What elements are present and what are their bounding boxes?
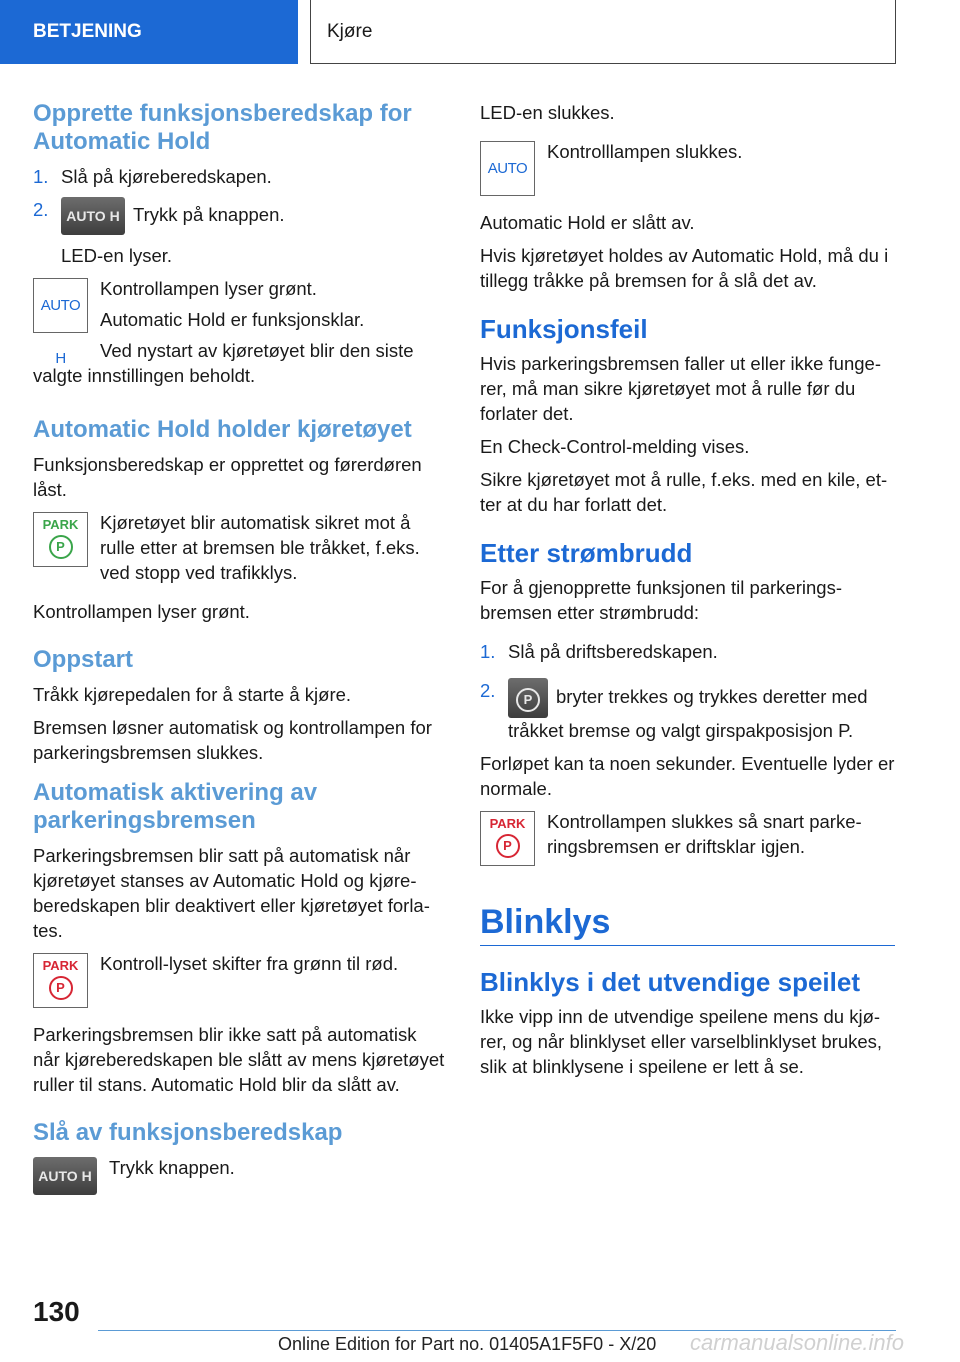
step-item: 1. Slå på kjøreberedskapen. <box>33 166 272 187</box>
section-title-create-readiness: Opprette funksjonsberedskap for Automatic Hold <box>33 100 412 155</box>
right-column: LED-en slukkes. AUTO Kontrolllampen slukkes. Automatic Hold er slått av. Hvis kjøretøyet holdes av Automatic Hold, må du i tillegg tråkke på bremsen for å slå det av. Funksjonsfeil Hvis parkeringsbremsen faller ut eller ikke fungerer, må man sikre kjøretøyet mot å rulle før du forlater det. En Check-Control-melding vises. Sikre kjøretøyet mot å rulle, f.eks. med en kile, etter at du har forlatt det. Etter strømbrudd For å gjenopprette funksjonen til parkeringsbremsen etter strømbrudd: 1. Slå på driftsberedskapen. 2. P bryter trekkes og trykkes deretter med tråkket bremse og valgt girspakposisjon P. Forløpet kan ta noen sekunder. Eventuelle lyder er normale. PARK P Kontrollampen slukkes så snart parkeringsbremsen er driftsklar igjen. Blinklys Blinklys i det utvendige speilet Ikke vipp inn de utvendige speilene mens du kjører, og når blinklyset eller varselblinklyset brukes, slik at blinklysene i speilene er lett å se. <box>480 102 895 1077</box>
footer-edition: Online Edition for Part no. 01405A1F5F0 - X/20 <box>278 1334 657 1354</box>
page-number: 130 <box>33 1296 80 1327</box>
section-title-mirror-turn-signals: Blinklys i det utvendige speilet <box>480 967 860 997</box>
step-item: 2. AUTO H Trykk på knappen. <box>33 197 448 235</box>
auto-h-button-icon: AUTO H <box>61 197 125 235</box>
park-red-block: PARK P Kontroll-lyset skifter fra grønn til rød. <box>33 951 448 1014</box>
parking-brake-switch-icon: P <box>508 678 548 718</box>
switch-off-block: AUTO H Trykk knappen. <box>33 1155 448 1201</box>
auto-h-lamp-icon: AUTO <box>480 141 535 196</box>
section-title-start: Oppstart <box>33 646 134 673</box>
left-column: Opprette funksjonsberedskap for Automatic Hold 1. Slå på kjøreberedskapen. 2. AUTO H Trykk på knappen. LED-en lyser. AUTO H Kontrollampen lyser grønt. Automatic Hold er funksjonsklar. Ved nystart av kjøretøyet blir den siste valgte innstillingen beholdt. Automatic Hold holder kjøretøyet Funksjonsberedskap er opprettet og førerdøren låst. PARK P Kjøretøyet blir automatisk sikret mot å rulle etter at bremsen ble tråkket, f.eks. ved stopp ved trafikklys. Kontrollampen lyser grønt. Oppstart Tråkk kjørepedalen for å starte å kjøre. Bremsen løsner automatisk og kontrollampen for parkeringsbremsen slukkes. Automatisk aktivering av parkeringsbremsen Parkeringsbremsen blir satt på automatisk når kjøretøyet stanses av Automatic Hold og kjøreberedskapen blir deaktivert eller kjøretøyet forlates. PARK P Kontroll-lyset skifter fra grønn til rød. Parkeringsbremsen blir ikke satt på automatisk når kjøreberedskapen ble slått av mens kjøretøyet ruller til stans. Automatic Hold blir da slått av. Slå av funksjonsberedskap AUTO H Trykk knappen. <box>33 100 448 1209</box>
steps-create-readiness <box>33 164 448 235</box>
section-title-switch-off: Slå av funksjonsberedskap <box>33 1119 343 1146</box>
park-red-lamp-icon: PARK P <box>480 811 535 866</box>
park-green-lamp-icon: PARK P <box>33 512 88 567</box>
header-chapter: Kjøre <box>310 0 896 64</box>
auto-h-green-lamp-icon: AUTO H <box>33 278 88 333</box>
step-item: 1. Slå på driftsberedskapen. <box>480 641 718 662</box>
section-title-malfunction: Funksjonsfeil <box>480 314 648 344</box>
auto-h-button-icon: AUTO H <box>33 1157 97 1195</box>
section-title-auto-activation: Automatisk aktivering av parkeringsbremsen <box>33 779 318 834</box>
lamp-off-block: AUTO Kontrolllampen slukkes. <box>480 139 895 202</box>
chapter-heading-turn-signals: Blinklys <box>480 902 895 946</box>
lamp-info-block: AUTO H Kontrollampen lyser grønt. Automatic Hold er funksjonsklar. Ved nystart av kjøretøyet blir den siste valgte innstillingen beholdt. <box>33 278 414 386</box>
park-green-block: PARK P Kjøretøyet blir automatisk sikret mot å rulle etter at bremsen ble tråkket, f.eks. ved stopp ved trafikklys. <box>33 510 448 591</box>
park-red-block-2: PARK P Kontrollampen slukkes så snart parkeringsbremsen er driftsklar igjen. <box>480 809 895 872</box>
led-text: LED-en lyser. <box>61 245 173 266</box>
steps-power-failure <box>480 639 895 743</box>
section-title-hold-vehicle: Automatic Hold holder kjøretøyet <box>33 416 412 443</box>
section-title-power-failure: Etter strømbrudd <box>480 538 693 568</box>
header-section: BETJENING <box>0 0 298 64</box>
watermark: carmanualsonline.info <box>690 1330 905 1355</box>
step-item: 2. P bryter trekkes og trykkes deretter med tråkket bremse og valgt girspakposisjon P. <box>480 680 868 741</box>
park-red-lamp-icon: PARK P <box>33 953 88 1008</box>
